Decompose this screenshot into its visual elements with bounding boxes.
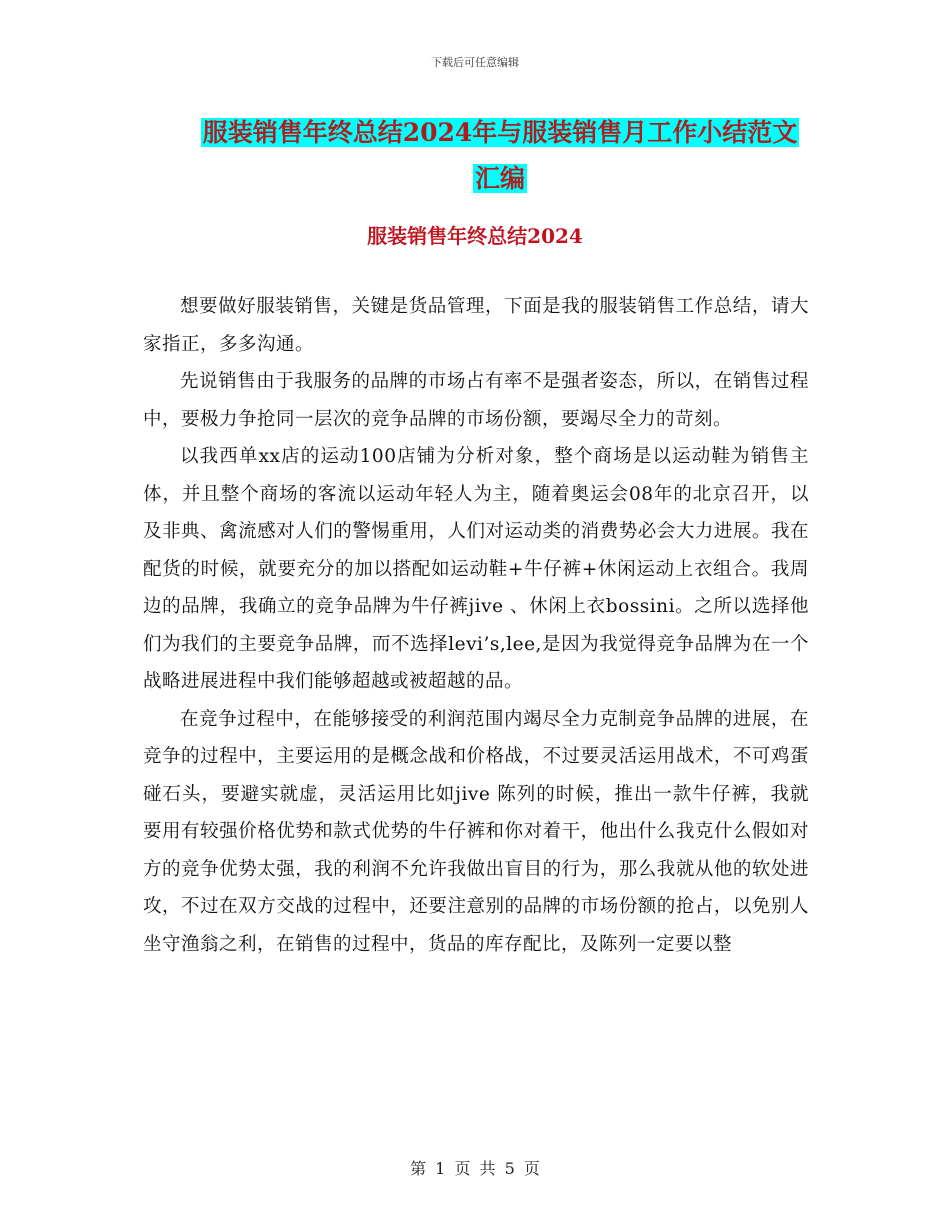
paragraph-2: 先说销售由于我服务的品牌的市场占有率不是强者姿态，所以，在销售过程中，要极力争抢同一层次的竞争品牌的市场份额，要竭尽全力的苛刻。 [143, 371, 809, 430]
document-title-line-1: 服装销售年终总结2024年与服装销售月工作小结范文 [202, 118, 798, 147]
section-title: 服装销售年终总结2024 [367, 224, 583, 248]
document-body [143, 288, 809, 963]
page-number: 第 1 页 共 5 页 [410, 1159, 540, 1178]
paragraph-1: 想要做好服装销售，关键是货品管理，下面是我的服装销售工作总结，请大家指正，多多沟通。 [143, 296, 809, 355]
paragraph-4: 在竞争过程中，在能够接受的利润范围内竭尽全力克制竞争品牌的进展，在竞争的过程中，主要运用的是概念战和价格战，不过要灵活运用战术，不可鸡蛋碰石头，要避实就虚，灵活运用比如jive 陈列的时候，推出一款牛仔裤，我就要用有较强价格优势和款式优势的牛仔裤和你对着干，他出什么我克什么假如对方的竞争优势太强，我的利润不允许我做出盲目的行为，那么我就从他的软处进攻，不过在双方交战的过程中，还要注意别的品牌的市场份额的抢占，以免别人坐守渔翁之利，在销售的过程中，货品的库存配比，及陈列一定要以整 [143, 708, 809, 955]
document-title-line-2: 汇编 [474, 164, 525, 193]
page-header-note: 下载后可任意编辑 [431, 56, 519, 69]
paragraph-3: 以我西单xx店的运动100店铺为分析对象，整个商场是以运动鞋为销售主体，并且整个商场的客流以运动年轻人为主，随着奥运会08年的北京召开，以及非典、禽流感对人们的警惕重用，人们对运动类的消费势必会大力进展。我在配货的时候，就要充分的加以搭配如运动鞋+牛仔裤+休闲运动上衣组合。我周边的品牌，我确立的竞争品牌为牛仔裤jive 、休闲上衣bossini。之所以选择他们为我们的主要竞争品牌，而不选择levi’s,lee,是因为我觉得竞争品牌为在一个战略进展进程中我们能够超越或被超越的品。 [143, 446, 809, 692]
document-title [140, 110, 860, 202]
